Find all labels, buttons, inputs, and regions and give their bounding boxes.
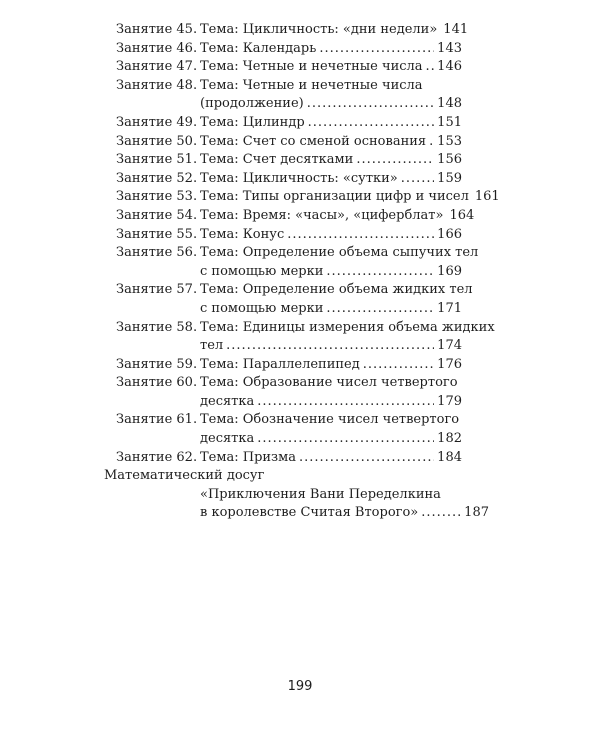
dot-leader (429, 133, 434, 152)
entry-title: Тема: Календарь (200, 40, 317, 56)
toc-entry[interactable] (116, 21, 469, 40)
entry-title: тел (200, 338, 224, 354)
dot-leader (226, 337, 434, 356)
toc-entry[interactable] (116, 133, 462, 152)
entry-line (200, 374, 462, 393)
lesson-label: Занятие 49. (116, 114, 198, 130)
page-ref: 179 (437, 393, 462, 409)
entry-line (200, 95, 462, 114)
page-ref: 148 (437, 96, 462, 112)
page-ref: 156 (437, 152, 462, 168)
dot-leader (319, 40, 434, 59)
entry-line (200, 151, 462, 170)
lesson-label: Занятие 53. (116, 189, 198, 205)
entry-title: с помощью мерки (200, 263, 324, 279)
lesson-label: Занятие 51. (116, 152, 198, 168)
entry-title: Тема: Цикличность: «сутки» (200, 170, 398, 186)
toc-entry[interactable] (116, 40, 462, 59)
page-ref: 174 (437, 338, 462, 354)
entry-line (200, 337, 462, 356)
dot-leader (356, 151, 434, 170)
lesson-label: Занятие 58. (116, 319, 198, 335)
entry-line (200, 244, 479, 263)
toc-entry[interactable] (116, 114, 462, 133)
entry-title: Тема: Призма (200, 449, 297, 465)
lesson-label: Занятие 52. (116, 170, 198, 186)
entry-line (200, 188, 500, 207)
dot-leader (401, 170, 434, 189)
lesson-label: Занятие 45. (116, 22, 198, 37)
entry-title: Тема: Типы организации цифр и чисел (200, 189, 469, 205)
entry-title: Тема: Образование чисел четвертого (200, 375, 458, 391)
dot-leader (421, 504, 461, 523)
dot-leader (287, 226, 434, 245)
entry-title: Тема: Обозначение чисел четвертого (200, 412, 460, 428)
page-ref: 146 (437, 59, 462, 75)
dot-leader (326, 263, 434, 282)
entry-line (200, 300, 462, 319)
page-ref: 159 (437, 170, 462, 186)
toc-entry[interactable] (116, 411, 462, 448)
entry-title: Тема: Четные и нечетные числа (200, 59, 423, 75)
entry-line (200, 226, 462, 245)
toc-entry[interactable] (116, 207, 475, 226)
page-ref: 164 (449, 207, 475, 223)
dot-leader (326, 300, 434, 319)
toc-entry-math-leisure[interactable] (104, 467, 489, 523)
page-ref: 153 (437, 133, 462, 149)
page-ref: 143 (437, 40, 462, 56)
table-of-contents (116, 21, 500, 467)
toc-entry[interactable] (116, 356, 462, 375)
lesson-label: Занятие 48. (116, 77, 198, 93)
section-title: Математический досуг (104, 468, 265, 483)
dot-leader (257, 393, 434, 412)
toc-entry[interactable] (116, 319, 495, 356)
entry-line (200, 21, 469, 40)
lesson-label: Занятие 54. (116, 207, 198, 223)
lesson-label: Занятие 59. (116, 356, 198, 372)
entry-line (200, 58, 462, 77)
entry-line (200, 486, 489, 505)
entry-title: Тема: Цилиндр (200, 114, 305, 130)
entry-title: десятка (200, 431, 255, 447)
entry-line (200, 114, 462, 133)
entry-line (200, 449, 462, 468)
entry-title-line-2: в королевстве Считая Второго» (200, 505, 419, 521)
lesson-label: Занятие 46. (116, 40, 198, 56)
lesson-label: Занятие 55. (116, 226, 198, 242)
entry-line (200, 40, 462, 59)
entry-title: Тема: Счет десятками (200, 152, 354, 168)
entry-title: Тема: Счет со сменой основания (200, 133, 427, 149)
page-ref: 171 (437, 300, 462, 316)
entry-title: с помощью мерки (200, 300, 324, 316)
page-ref: 176 (437, 356, 462, 372)
entry-line (200, 504, 489, 523)
entry-line (200, 77, 462, 96)
entry-line (200, 170, 462, 189)
page-ref: 184 (437, 449, 462, 465)
entry-title: (продолжение) (200, 96, 304, 112)
entry-title: Тема: Определение объема жидких тел (200, 282, 473, 298)
entry-title-line-1: «Приключения Вани Переделкина (200, 486, 441, 502)
toc-entry[interactable] (116, 449, 462, 468)
page-ref: 169 (437, 263, 462, 279)
lesson-label: Занятие 61. (116, 412, 198, 428)
toc-entry[interactable] (116, 281, 473, 318)
lesson-label: Занятие 57. (116, 282, 198, 298)
entry-line (200, 263, 462, 282)
dot-leader (257, 430, 434, 449)
entry-line (200, 430, 462, 449)
entry-line (200, 281, 473, 300)
entry-line (200, 411, 462, 430)
lesson-label: Занятие 47. (116, 59, 198, 75)
toc-entry[interactable] (116, 170, 462, 189)
page-ref: 161 (474, 189, 500, 205)
entry-title: Тема: Единицы измерения объема жидких (200, 319, 495, 335)
entry-title: Тема: Определение объема сыпучих тел (200, 245, 479, 261)
page-ref: 166 (437, 226, 462, 242)
entry-line (200, 133, 462, 152)
dot-leader (307, 95, 434, 114)
toc-entry[interactable] (116, 77, 462, 114)
page-ref: 151 (437, 114, 462, 130)
entry-line (200, 207, 475, 226)
dot-leader (363, 356, 434, 375)
page-ref: 141 (443, 22, 469, 37)
toc-entry[interactable] (116, 226, 462, 245)
toc-entry[interactable] (116, 244, 479, 281)
toc-entry[interactable] (116, 58, 462, 77)
entry-title: Тема: Четные и нечетные числа (200, 77, 423, 93)
toc-entry[interactable] (116, 374, 462, 411)
entry-title: десятка (200, 393, 255, 409)
dot-leader (308, 114, 435, 133)
toc-entry[interactable] (116, 151, 462, 170)
toc-entry[interactable] (116, 188, 500, 207)
page-number: 199 (287, 679, 313, 694)
entry-line (200, 356, 462, 375)
entry-title: Тема: Параллелепипед (200, 356, 360, 372)
entry-title: Тема: Конус (200, 226, 285, 242)
lesson-label: Занятие 62. (116, 449, 198, 465)
lesson-label: Занятие 56. (116, 245, 198, 261)
entry-title: Тема: Цикличность: «дни недели» (200, 22, 438, 37)
lesson-label: Занятие 60. (116, 375, 198, 391)
entry-title: Тема: Время: «часы», «циферблат» (200, 207, 444, 223)
page-ref: 182 (437, 431, 462, 447)
dot-leader (299, 449, 434, 468)
entry-line (200, 393, 462, 412)
dot-leader (426, 58, 435, 77)
lesson-label: Занятие 50. (116, 133, 198, 149)
entry-line (200, 319, 495, 338)
page-ref: 187 (464, 505, 489, 521)
